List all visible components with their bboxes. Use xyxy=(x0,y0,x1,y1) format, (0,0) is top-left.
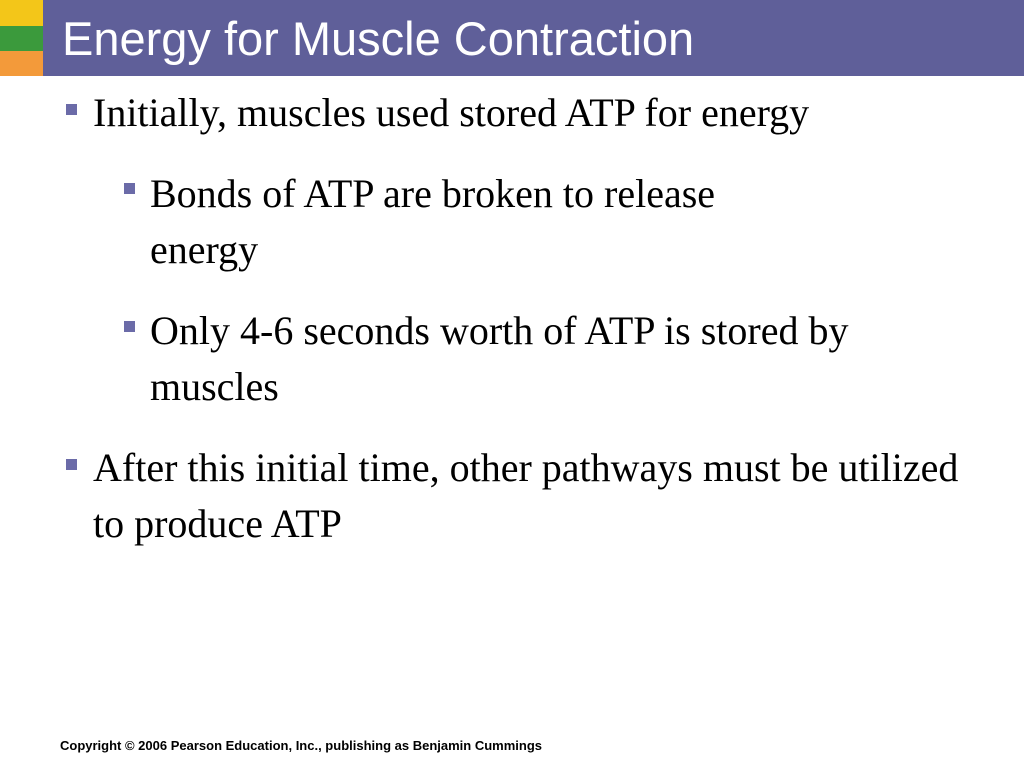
bullet-marker xyxy=(124,321,135,332)
accent-bar-yellow xyxy=(0,0,43,26)
slide-title: Energy for Muscle Contraction xyxy=(62,12,695,65)
bullet-marker xyxy=(124,183,135,194)
bullet-level-2: Only 4-6 seconds worth of ATP is stored by muscles xyxy=(150,308,849,409)
bullet-level-1: After this initial time, other pathways must be utilized to produce ATP xyxy=(93,445,959,546)
accent-bar-green xyxy=(0,26,43,51)
bullet-marker xyxy=(66,459,77,470)
bullet-marker xyxy=(66,104,77,115)
bullet-level-1: Initially, muscles used stored ATP for energy xyxy=(93,90,810,135)
copyright-footer: Copyright © 2006 Pearson Education, Inc., publishing as Benjamin Cummings xyxy=(60,738,542,753)
bullet-level-2: Bonds of ATP are broken to release energy xyxy=(150,171,716,272)
accent-bar-orange xyxy=(0,51,43,76)
